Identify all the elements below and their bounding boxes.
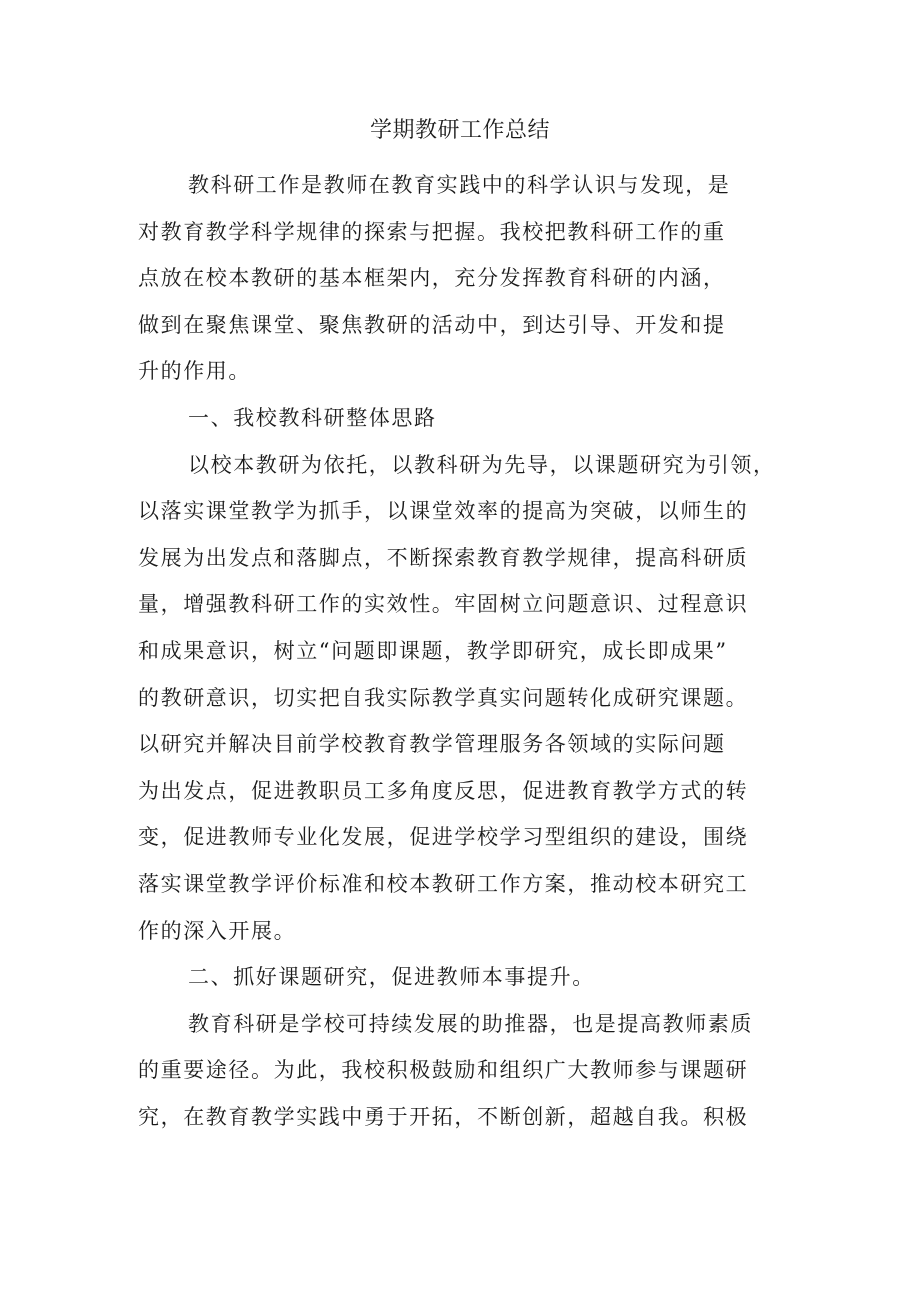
paragraph-line: 的教研意识，切实把自我实际教学真实问题转化成研究课题。 <box>138 685 749 710</box>
paragraph-line: 以校本教研为依托，以教科研为先导，以课题研究为引领， <box>188 452 776 477</box>
document-title: 学期教研工作总结 <box>369 118 550 143</box>
paragraph-line: 的重要途径。为此，我校积极鼓励和组织广大教师参与课题研 <box>138 1058 749 1083</box>
paragraph-line: 做到在聚焦课堂、聚焦教研的活动中，到达引导、开发和提 <box>138 312 726 337</box>
paragraph-line: 点放在校本教研的基本框架内，充分发挥教育科研的内涵， <box>138 266 726 291</box>
paragraph-line: 量，增强教科研工作的实效性。牢固树立问题意识、过程意识 <box>138 592 749 617</box>
section-heading: 一、我校教科研整体思路 <box>188 405 437 430</box>
paragraph-line: 以研究并解决目前学校教育教学管理服务各领域的实际问题 <box>138 732 726 757</box>
paragraph-line: 教科研工作是教师在教育实践中的科学认识与发现，是 <box>188 173 731 197</box>
paragraph-line: 教育科研是学校可持续发展的助推器，也是提高教师素质 <box>188 1011 753 1036</box>
paragraph-line: 以落实课堂教学为抓手，以课堂效率的提高为突破，以师生的 <box>138 499 749 524</box>
paragraph-line: 究，在教育教学实践中勇于开拓，不断创新，超越自我。积极 <box>138 1104 749 1129</box>
paragraph-line: 作的深入开展。 <box>138 918 297 943</box>
document-body <box>138 162 776 1140</box>
paragraph-line: 对教育教学科学规律的探索与把握。我校把教科研工作的重 <box>138 219 726 244</box>
paragraph-line: 发展为出发点和落脚点，不断探索教育教学规律，提高科研质 <box>138 545 749 570</box>
section-heading: 二、抓好课题研究，促进教师本事提升。 <box>188 965 595 990</box>
paragraph-line: 和成果意识，树立“问题即课题，教学即研究，成长即成果” <box>138 638 728 663</box>
paragraph-line: 升的作用。 <box>138 359 251 384</box>
paragraph-line: 落实课堂教学评价标准和校本教研工作方案，推动校本研究工 <box>138 871 749 896</box>
paragraph-line: 为出发点，促进教职员工多角度反思，促进教育教学方式的转 <box>138 778 749 803</box>
paragraph-line: 变，促进教师专业化发展，促进学校学习型组织的建设，围绕 <box>138 825 749 850</box>
